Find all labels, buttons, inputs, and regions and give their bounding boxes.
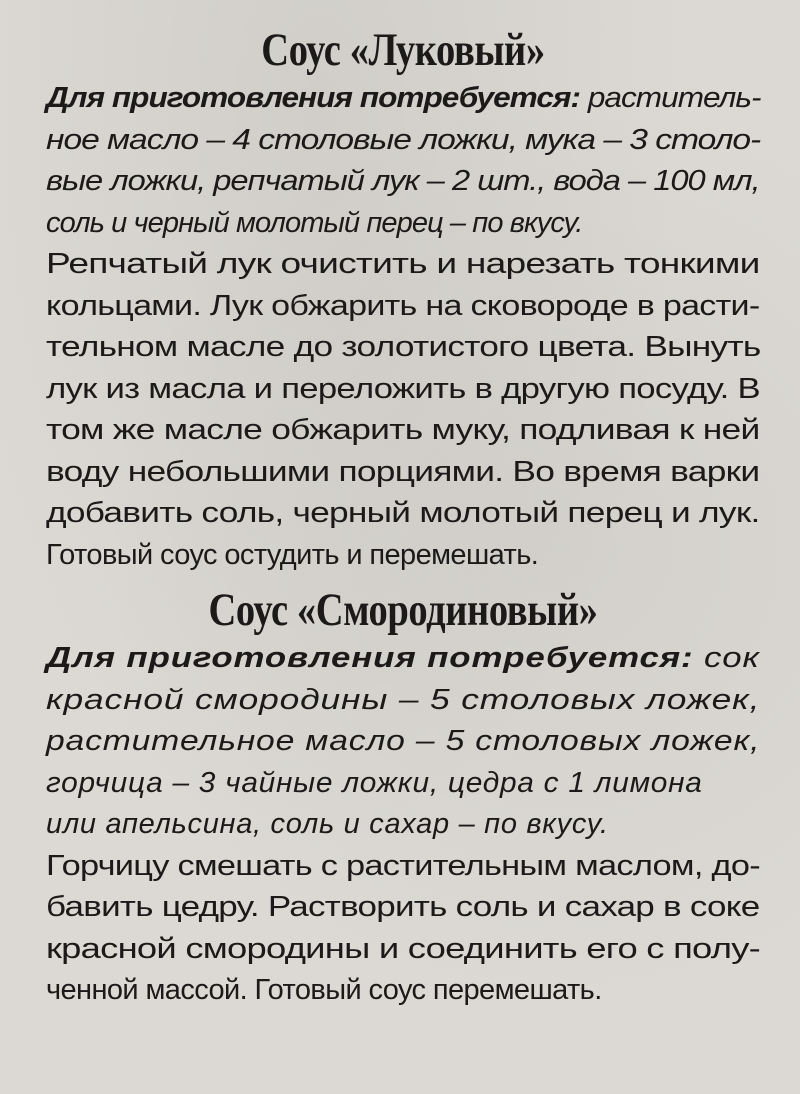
method-line: бавить цедру. Растворить соль и сахар в соке	[46, 891, 760, 923]
ingredients-line: растительное масло – 5 столовых ложек,	[46, 725, 761, 757]
ingredients-block	[46, 78, 760, 244]
method-line: Репчатый лук очистить и нарезать тонкими	[46, 248, 760, 280]
ingredients-block	[46, 638, 760, 846]
ingredients-line	[46, 638, 800, 680]
ingredients-text: сок	[693, 642, 760, 674]
method-line: Готовый соус остудить и перемешать.	[46, 538, 539, 571]
ingredients-line: горчица – 3 чайные ложки, цедра с 1 лимона	[46, 766, 703, 799]
ingredients-line: ное масло – 4 столовые ложки, мука – 3 столо-	[46, 123, 761, 156]
method-line: добавить соль, черный молотый перец и лук.	[46, 497, 760, 529]
recipe-title: Соус «Луковый»	[261, 24, 545, 76]
method-block	[46, 846, 760, 1012]
ingredients-line: или апельсина, соль и сахар – по вкусу.	[46, 808, 609, 840]
ingredients-lead: Для приготовления потребуется:	[46, 82, 581, 114]
ingredients-text: раститель-	[580, 82, 761, 114]
method-line: красной смородины и соединить его с полу-	[46, 932, 761, 965]
method-line: том же масле обжарить муку, подливая к ней	[46, 414, 760, 446]
ingredients-line: соль и черный молотый перец – по вкусу.	[46, 206, 583, 239]
method-line: кольцами. Лук обжарить на сковороде в расти-	[46, 289, 760, 322]
method-line: Горчицу смешать с растительным маслом, до-	[46, 849, 760, 882]
ingredients-line	[46, 78, 800, 120]
recipe-currant-sauce	[46, 582, 760, 1012]
recipe-onion-sauce	[46, 22, 760, 576]
method-line: ченной массой. Готовый соус перемешать.	[46, 974, 602, 1006]
ingredients-line: красной смородины – 5 столовых ложек,	[46, 683, 761, 716]
ingredients-line: вые ложки, репчатый лук – 2 шт., вода – 100 мл,	[46, 165, 760, 197]
recipe-title: Соус «Смородиновый»	[208, 584, 598, 636]
method-block	[46, 244, 760, 576]
method-line: воду небольшими порциями. Во время варки	[46, 455, 760, 488]
ingredients-lead: Для приготовления потребуется:	[46, 642, 694, 674]
method-line: лук из масла и переложить в другую посуду. В	[46, 372, 760, 405]
method-line: тельном масле до золотистого цвета. Вынуть	[46, 331, 761, 363]
